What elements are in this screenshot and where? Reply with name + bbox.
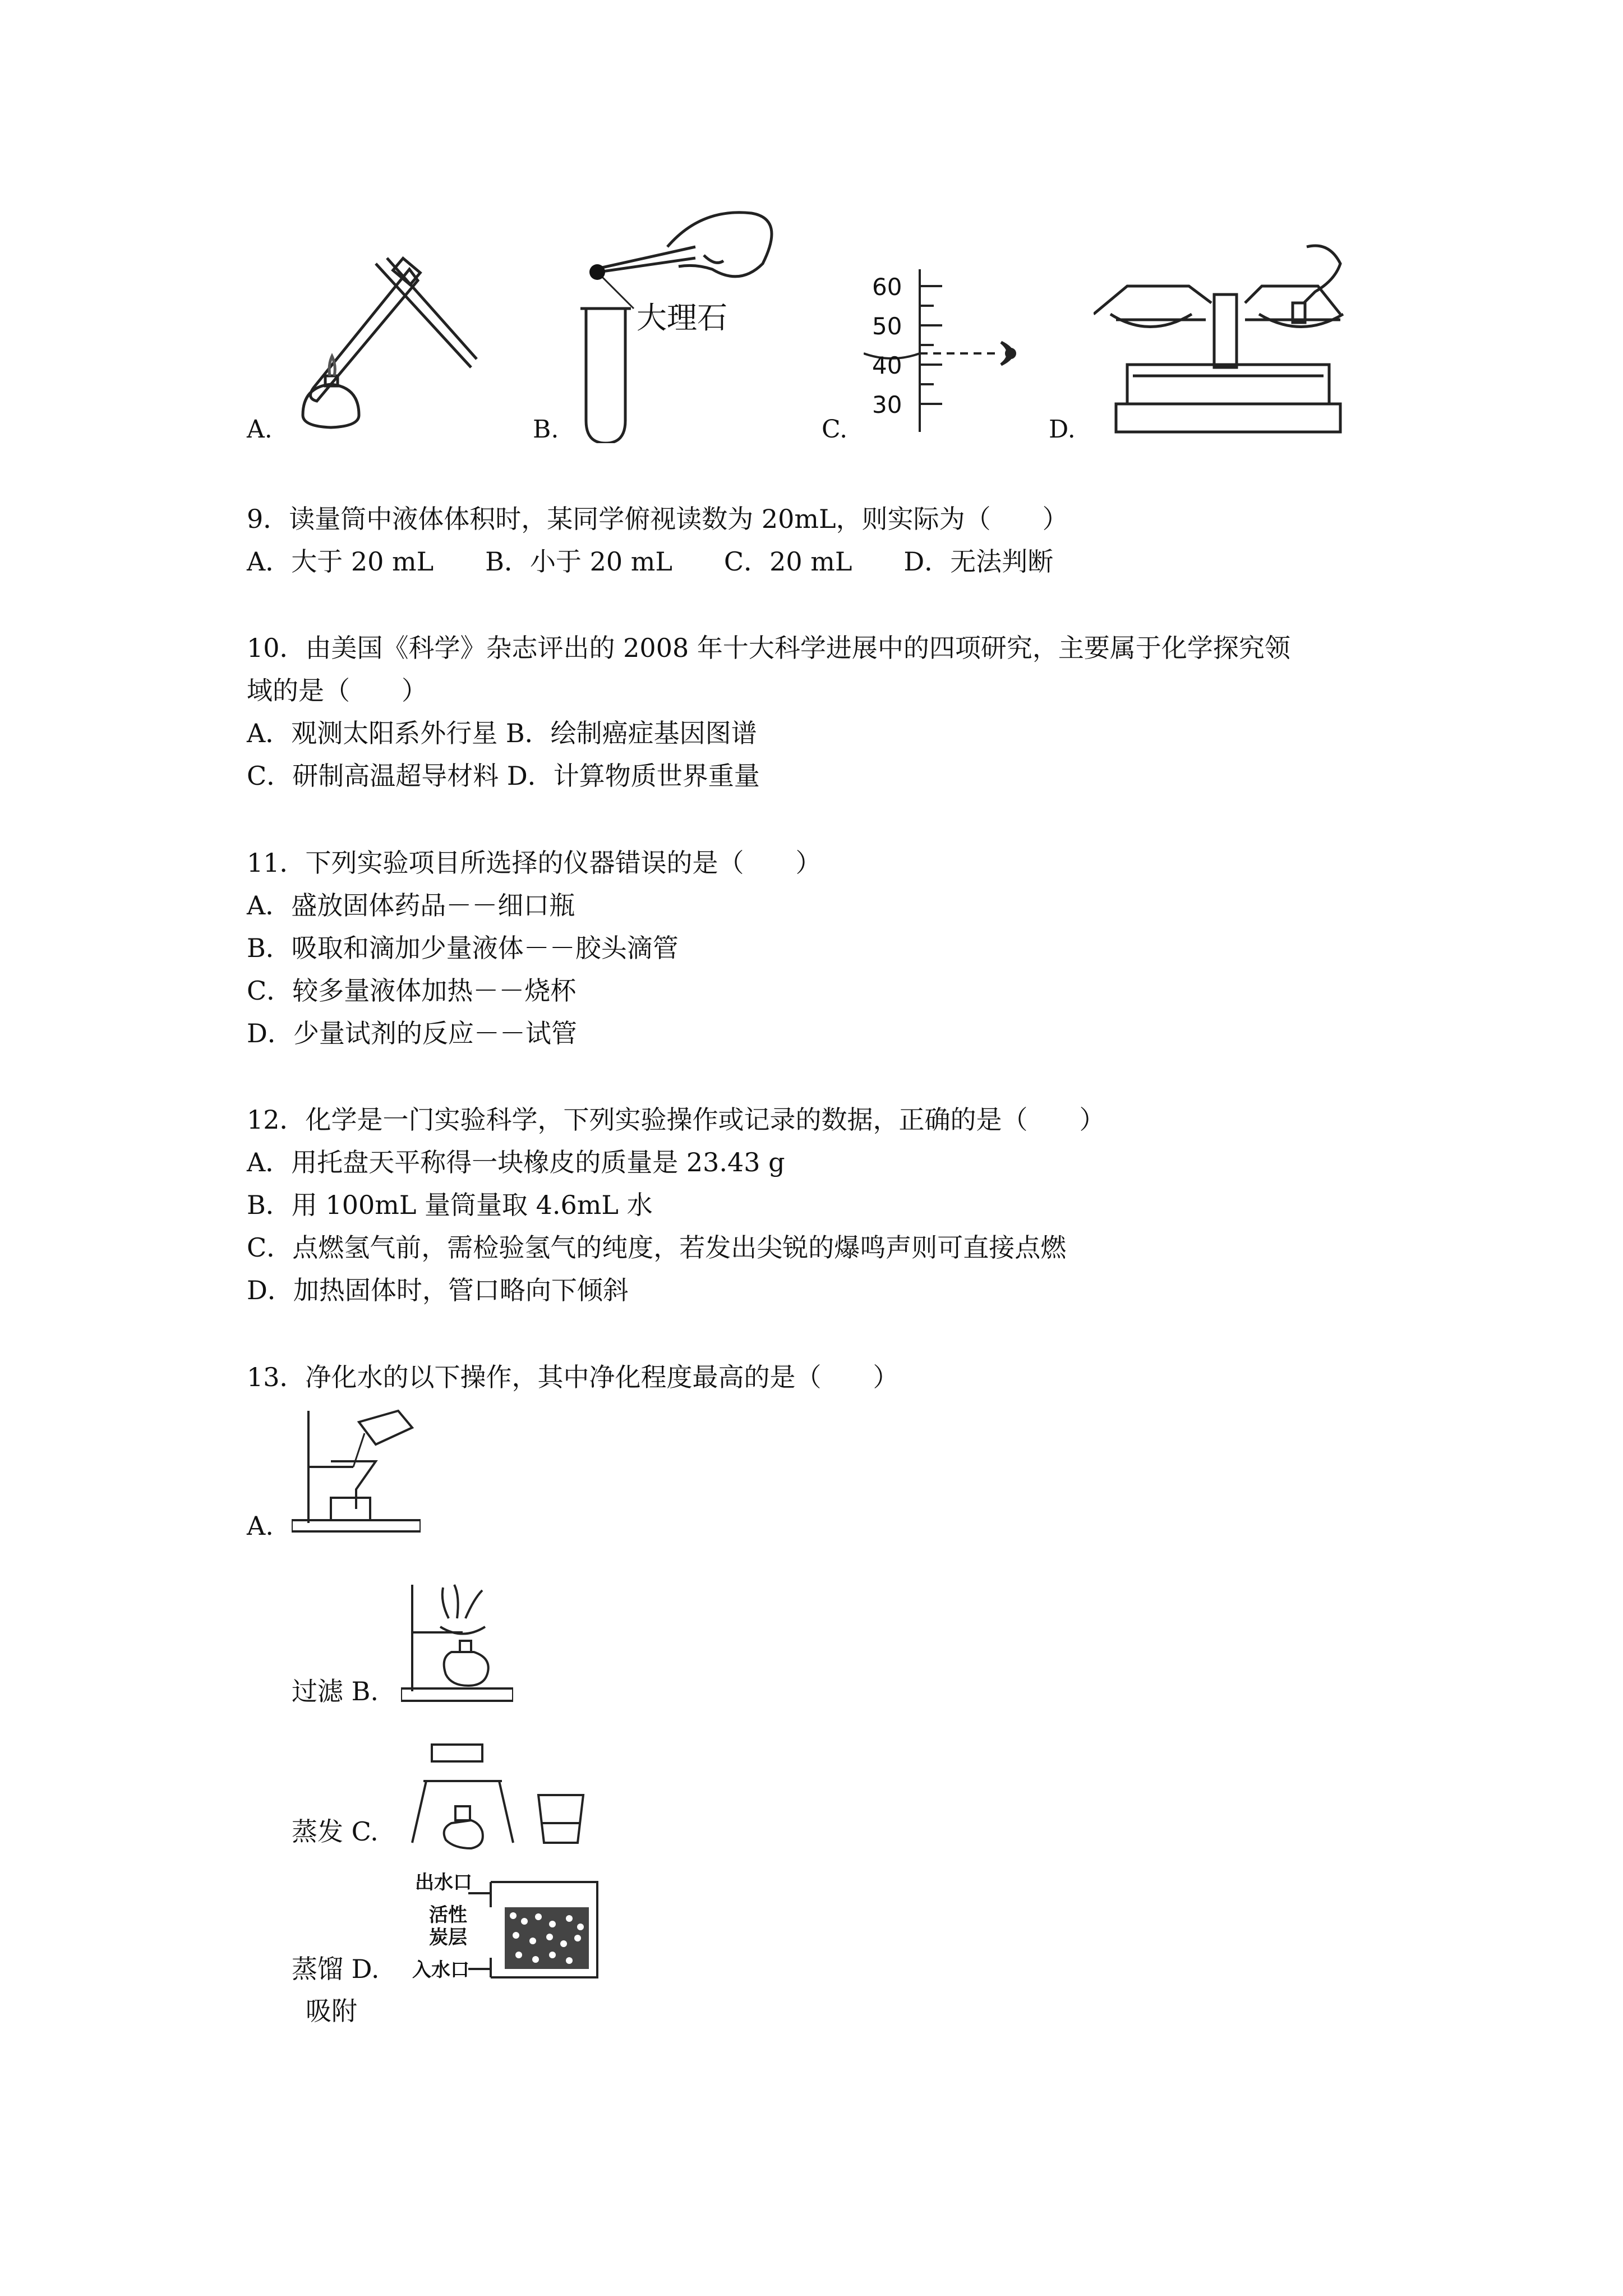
q11-stem: 11．下列实验项目所选择的仪器错误的是（ ）: [247, 848, 822, 878]
q12-option-c: C．点燃氢气前，需检验氢气的纯度，若发出尖锐的爆鸣声则可直接点燃: [247, 1232, 1067, 1263]
q8-option-b-figure: [572, 202, 819, 443]
q13-option-a-figure: [292, 1405, 421, 1534]
q8-option-c-figure: [864, 269, 1049, 432]
adsorption-inlet-label: 入水口: [412, 1959, 469, 1981]
q8-option-a-figure: [280, 247, 482, 438]
q9-stem: 9．读量筒中液体体积时，某同学俯视读数为 20mL，则实际为（ ）: [247, 504, 1068, 534]
q11-option-a: A．盛放固体药品－－细口瓶: [247, 890, 575, 921]
q10-stem-line2: 域的是（ ）: [247, 675, 427, 706]
q11-option-b: B．吸取和滴加少量液体－－胶头滴管: [247, 933, 679, 963]
cylinder-tick-40: 40: [872, 352, 902, 379]
q10-options-line2: C．研制高温超导材料 D．计算物质世界重量: [247, 761, 760, 791]
q10-stem-line1: 10．由美国《科学》杂志评出的 2008 年十大科学进展中的四项研究，主要属于化学探究领: [247, 633, 1290, 663]
q11-option-c: C．较多量液体加热－－烧杯: [247, 976, 577, 1006]
adsorption-outlet-label: 出水口: [415, 1871, 472, 1894]
q11-option-d: D．少量试剂的反应－－试管: [247, 1018, 577, 1048]
q13-option-d-line: 蒸馏 D.: [292, 1954, 380, 1984]
q13-option-b-figure: [401, 1579, 513, 1703]
cylinder-tick-50: 50: [872, 312, 902, 340]
q13-option-c-figure: [409, 1739, 589, 1851]
q8-option-a-letter: A.: [247, 415, 273, 444]
q13-option-b-line: 过滤 B.: [292, 1676, 379, 1706]
adsorption-carbon-label-2: 炭层: [429, 1926, 467, 1949]
marble-label: 大理石: [637, 300, 727, 335]
q12-option-d: D．加热固体时，管口略向下倾斜: [247, 1275, 629, 1305]
q12-option-a: A．用托盘天平称得一块橡皮的质量是 23.43 g: [247, 1147, 785, 1177]
q13-option-c-line: 蒸发 C.: [292, 1816, 379, 1847]
cylinder-tick-30: 30: [872, 391, 902, 418]
q10-options-line1: A．观测太阳系外行星 B．绘制癌症基因图谱: [247, 718, 757, 748]
cylinder-tick-60: 60: [872, 273, 902, 301]
q8-option-d-letter: D.: [1049, 415, 1076, 444]
adsorption-carbon-label-1: 活性: [429, 1904, 467, 1926]
q8-option-d-figure: [1094, 241, 1357, 443]
q8-option-c-letter: C.: [822, 415, 848, 444]
q8-option-b-letter: B.: [533, 415, 559, 444]
q12-option-b: B．用 100mL 量筒量取 4.6mL 水: [247, 1190, 653, 1220]
q13-option-a-letter: A.: [247, 1511, 274, 1541]
q13-stem: 13．净化水的以下操作，其中净化程度最高的是（ ）: [247, 1362, 899, 1392]
q13-option-d-caption: 吸附: [306, 1996, 357, 2026]
q9-options: A．大于 20 mL B．小于 20 mL C．20 mL D．无法判断: [247, 546, 1054, 577]
q13-option-d-figure: [407, 1865, 608, 1994]
q12-stem: 12．化学是一门实验科学，下列实验操作或记录的数据，正确的是（ ）: [247, 1105, 1105, 1135]
